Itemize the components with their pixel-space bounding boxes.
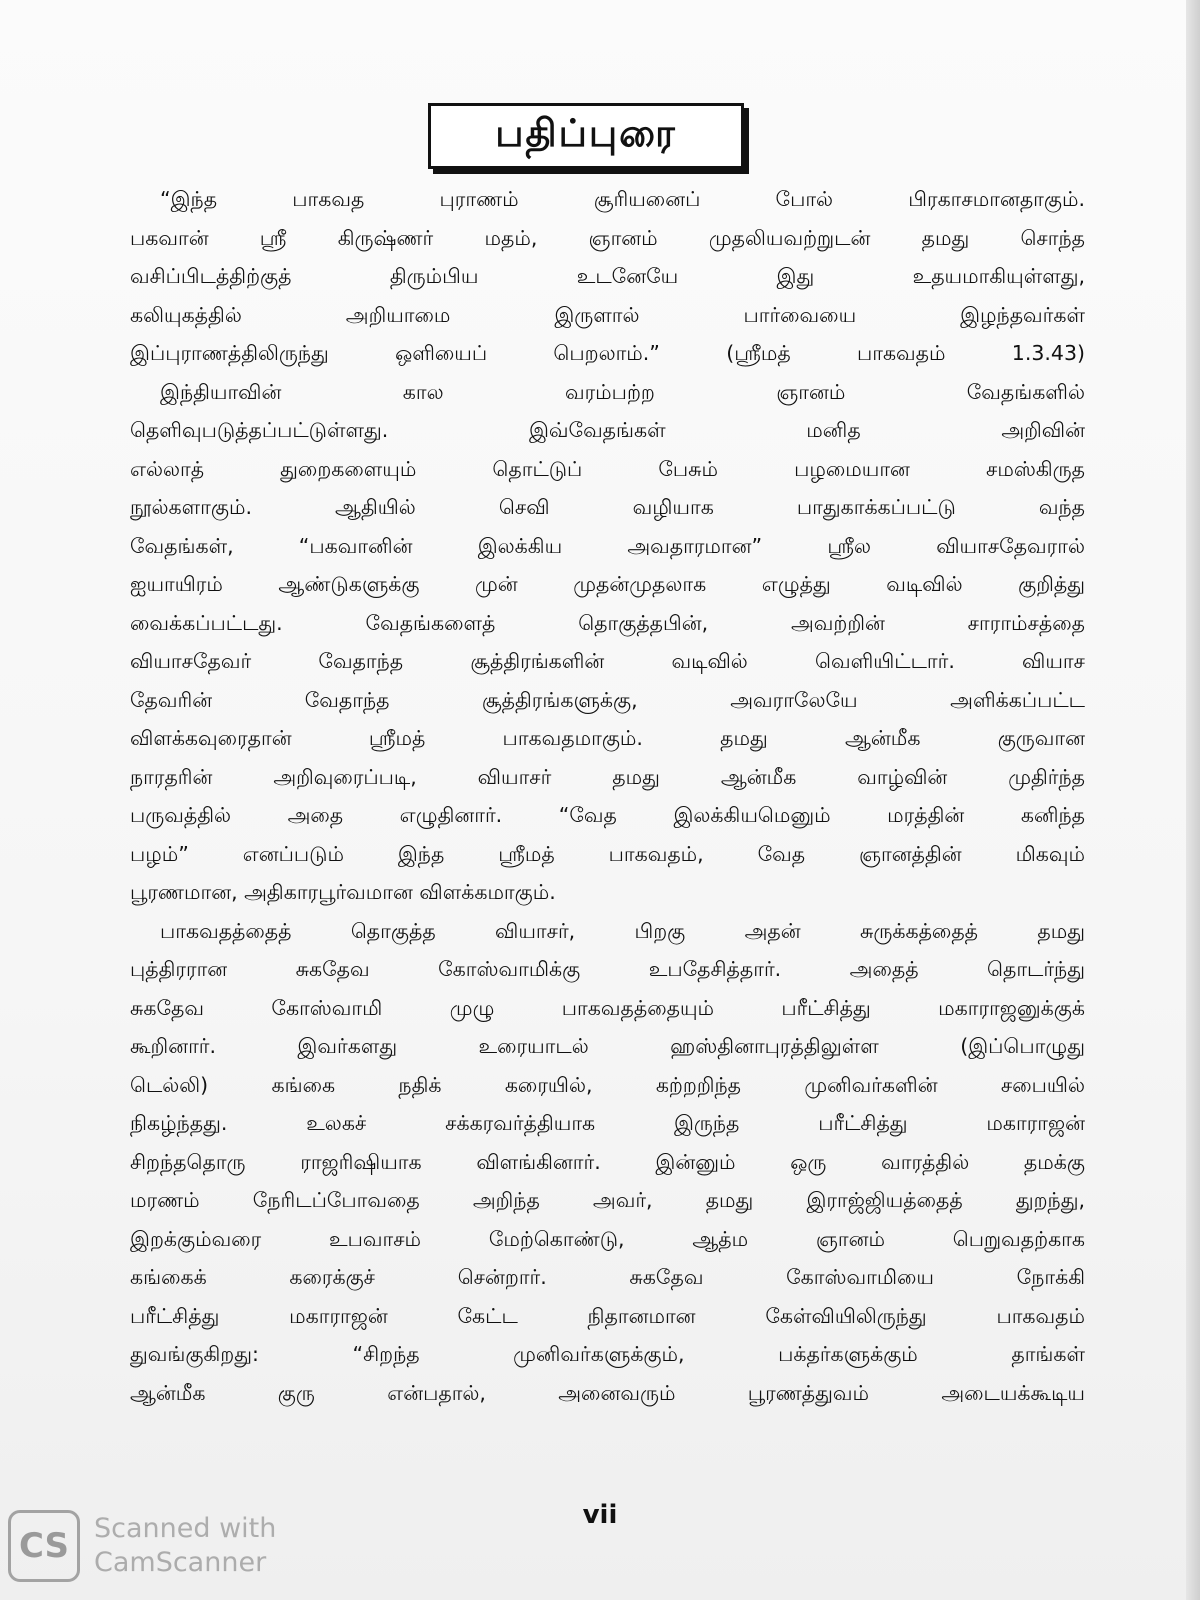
paragraph — [130, 373, 1085, 912]
text-line: நிகழ்ந்தது. உலகச் சக்கரவர்த்தியாக இருந்த பரீட்சித்து மகாராஜன் — [130, 1111, 1085, 1135]
title-box — [428, 103, 744, 169]
text-line: துவங்குகிறது: “சிறந்த முனிவர்களுக்கும், பக்தர்களுக்கும் தாங்கள் — [130, 1342, 1085, 1366]
text-line: வேதங்கள், “பகவானின் இலக்கிய அவதாரமான” ஸ்ரீல வியாசதேவரால் — [130, 533, 1085, 558]
watermark-text — [94, 1512, 276, 1580]
text-line: பகவான் ஸ்ரீ கிருஷ்ணர் மதம், ஞானம் முதலியவற்றுடன் தமது சொந்த — [130, 225, 1085, 250]
text-line: வசிப்பிடத்திற்குத் திரும்பிய உடனேயே இது உதயமாகியுள்ளது, — [130, 264, 1085, 288]
watermark-line-2: CamScanner — [94, 1547, 267, 1578]
paragraph — [130, 180, 1085, 373]
text-line: இப்புராணத்திலிருந்து ஒளியைப் பெறலாம்.” (ஸ்ரீமத் பாகவதம் 1.3.43) — [130, 341, 1085, 365]
watermark-line-1: Scanned with — [94, 1513, 277, 1544]
text-line: வியாசதேவர் வேதாந்த சூத்திரங்களின் வடிவில் வெளியிட்டார். வியாச — [130, 649, 1085, 673]
body-text — [130, 180, 1085, 1412]
page-number: vii — [582, 1500, 618, 1530]
text-line: பழம்” எனப்படும் இந்த ஸ்ரீமத் பாகவதம், வேத ஞானத்தின் மிகவும் — [130, 841, 1085, 866]
text-line: பரீட்சித்து மகாராஜன் கேட்ட நிதானமான கேள்வியிலிருந்து பாகவதம் — [130, 1303, 1085, 1328]
text-line: மரணம் நேரிடப்போவதை அறிந்த அவர், தமது இராஜ்ஜியத்தைத் துறந்து, — [130, 1188, 1085, 1212]
text-line: புத்திரரான சுகதேவ கோஸ்வாமிக்கு உபதேசித்தார். அதைத் தொடர்ந்து — [130, 957, 1085, 981]
text-line: பருவத்தில் அதை எழுதினார். “வேத இலக்கியமெனும் மரத்தின் கனிந்த — [130, 803, 1085, 827]
text-line: கங்கைக் கரைக்குச் சென்றார். சுகதேவ கோஸ்வாமியை நோக்கி — [130, 1265, 1085, 1289]
text-line: நூல்களாகும். ஆதியில் செவி வழியாக பாதுகாக்கப்பட்டு வந்த — [130, 495, 1085, 519]
text-line: கூறினார். இவர்களது உரையாடல் ஹஸ்தினாபுரத்திலுள்ள (இப்பொழுது — [130, 1034, 1085, 1058]
text-line: கலியுகத்தில் அறியாமை இருளால் பார்வையை இழந்தவர்கள் — [130, 302, 1085, 327]
text-line: சுகதேவ கோஸ்வாமி முழு பாகவதத்தையும் பரீட்சித்து மகாராஜனுக்குக் — [130, 995, 1085, 1020]
text-line: தேவரின் வேதாந்த சூத்திரங்களுக்கு, அவராலேயே அளிக்கப்பட்ட — [130, 687, 1085, 712]
text-line: எல்லாத் துறைகளையும் தொட்டுப் பேசும் பழமையான சமஸ்கிருத — [130, 456, 1085, 481]
camscanner-watermark — [8, 1496, 308, 1596]
page-title: பதிப்புரை — [495, 111, 677, 155]
text-line: பாகவதத்தைத் தொகுத்த வியாசர், பிறகு அதன் சுருக்கத்தைத் தமது — [160, 918, 1085, 943]
text-line: வைக்கப்பட்டது. வேதங்களைத் தொகுத்தபின், அவற்றின் சாராம்சத்தை — [130, 610, 1085, 635]
text-line: விளக்கவுரைதான் ஸ்ரீமத் பாகவதமாகும். தமது ஆன்மீக குருவான — [130, 726, 1085, 750]
text-line: இறக்கும்வரை உபவாசம் மேற்கொண்டு, ஆத்ம ஞானம் பெறுவதற்காக — [130, 1226, 1085, 1251]
text-line: பூரணமான, அதிகாரபூர்வமான விளக்கமாகும். — [130, 880, 556, 904]
paragraph — [130, 912, 1085, 1413]
text-line: ஐயாயிரம் ஆண்டுகளுக்கு முன் முதன்முதலாக எழுத்து வடிவில் குறித்து — [130, 572, 1085, 596]
camscanner-logo-icon: CS — [8, 1510, 80, 1582]
text-line: டெல்லி) கங்கை நதிக் கரையில், கற்றறிந்த முனிவர்களின் சபையில் — [130, 1072, 1085, 1097]
text-line: தெளிவுபடுத்தப்பட்டுள்ளது. இவ்வேதங்கள் மனித அறிவின் — [130, 418, 1085, 442]
text-line: “இந்த பாகவத புராணம் சூரியனைப் போல் பிரகாசமானதாகும். — [160, 187, 1085, 211]
text-line: ஆன்மீக குரு என்பதால், அனைவரும் பூரணத்துவம் அடையக்கூடிய — [130, 1380, 1085, 1405]
text-line: இந்தியாவின் கால வரம்பற்ற ஞானம் வேதங்களில் — [160, 379, 1085, 404]
text-line: நாரதரின் அறிவுரைப்படி, வியாசர் தமது ஆன்மீக வாழ்வின் முதிர்ந்த — [130, 764, 1085, 789]
text-line: சிறந்ததொரு ராஜரிஷியாக விளங்கினார். இன்னும் ஒரு வாரத்தில் தமக்கு — [130, 1149, 1085, 1174]
book-spine-edge — [1186, 0, 1200, 1600]
